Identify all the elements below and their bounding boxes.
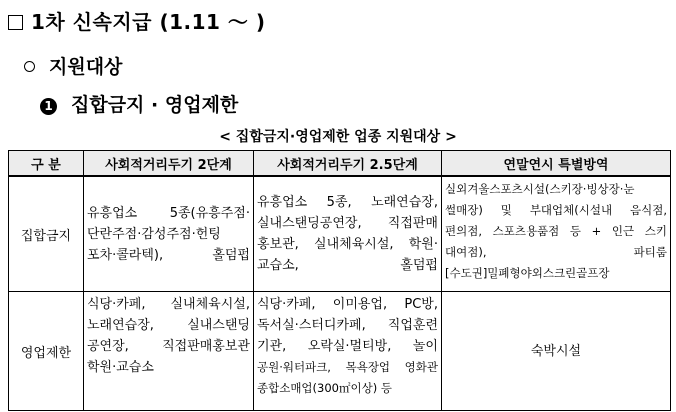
cell-line: [수도권]밀폐형야외스크린골프장 [445, 266, 610, 280]
cell-line: 공원·워터파크, 목욕장업 영화관 [257, 360, 438, 374]
row-label-restricted: 영업제한 [9, 292, 84, 411]
cell-line: 단란주점·감성주점·헌팅 [87, 226, 221, 242]
item-heading-text: 집합금지 · 영업제한 [71, 94, 239, 116]
cell-line: 유흥업소 5종, 노래연습장, [257, 195, 438, 210]
table-caption: < 집합금지·영업제한 업종 지원대상 > [219, 129, 457, 145]
section-heading [8, 6, 266, 35]
header-yearend: 연말연시 특별방역 [442, 151, 671, 177]
table-header-row [9, 151, 671, 177]
cell-line: 종합소매업(300㎡이상) 등 [257, 381, 392, 395]
item-heading [40, 90, 238, 117]
cell-line: 포차·콜라텍), 홀덤펍 [87, 247, 250, 263]
cell-line: 실내스탠딩공연장, 직접판매 [257, 216, 438, 231]
subsection-heading [24, 52, 122, 79]
support-target-table [8, 150, 671, 411]
cell-line: 교습소, 홀덤펍 [257, 258, 438, 273]
section-heading-text: 1차 신속지급 (1.11 ～ ) [31, 10, 266, 34]
cell-prohibited-yearend [442, 176, 671, 292]
cell-line: 썰매장) 및 부대업체(시설내 음식점, [445, 203, 667, 217]
cell-line: 학원·교습소 [87, 360, 154, 375]
table-row [9, 176, 671, 292]
cell-prohibited-level2 [84, 176, 254, 292]
cell-line: 편의점, 스포츠용품점 등 + 인근 스키 [445, 224, 667, 238]
circle-bullet-icon [24, 61, 35, 72]
subsection-heading-text: 지원대상 [49, 56, 123, 78]
cell-restricted-yearend: 숙박시설 [442, 292, 671, 411]
header-level2: 사회적거리두기 2단계 [84, 151, 254, 177]
cell-line: 공연장, 직접판매홍보관 [87, 339, 250, 354]
cell-line: 식당·카페, 실내체육시설, [87, 297, 250, 312]
cell-line: 독서실·스터디카페, 직업훈련 [257, 318, 438, 333]
cell-line: 식당·카페, 이미용업, PC방, [257, 297, 438, 312]
header-category: 구 분 [9, 151, 84, 177]
cell-line: 홍보관, 실내체육시설, 학원· [257, 237, 438, 252]
checkbox-square-icon [8, 15, 23, 30]
cell-line: 실외겨울스포츠시설(스키장·빙상장·눈 [445, 182, 635, 196]
cell-prohibited-level2-5 [254, 176, 442, 292]
cell-line: 노래연습장, 실내스탠딩 [87, 318, 250, 333]
cell-restricted-level2-5 [254, 292, 442, 411]
cell-line: 기관, 오락실·멀티방, 놀이 [257, 339, 438, 354]
cell-line: 대여점), 파티룸 [445, 245, 667, 259]
row-label-prohibited: 집합금지 [9, 176, 84, 292]
numbered-bullet-icon: 1 [40, 98, 57, 115]
cell-line: 유흥업소 5종(유흥주점· [87, 205, 250, 221]
table-row [9, 292, 671, 411]
header-level2-5: 사회적거리두기 2.5단계 [254, 151, 442, 177]
cell-restricted-level2 [84, 292, 254, 411]
